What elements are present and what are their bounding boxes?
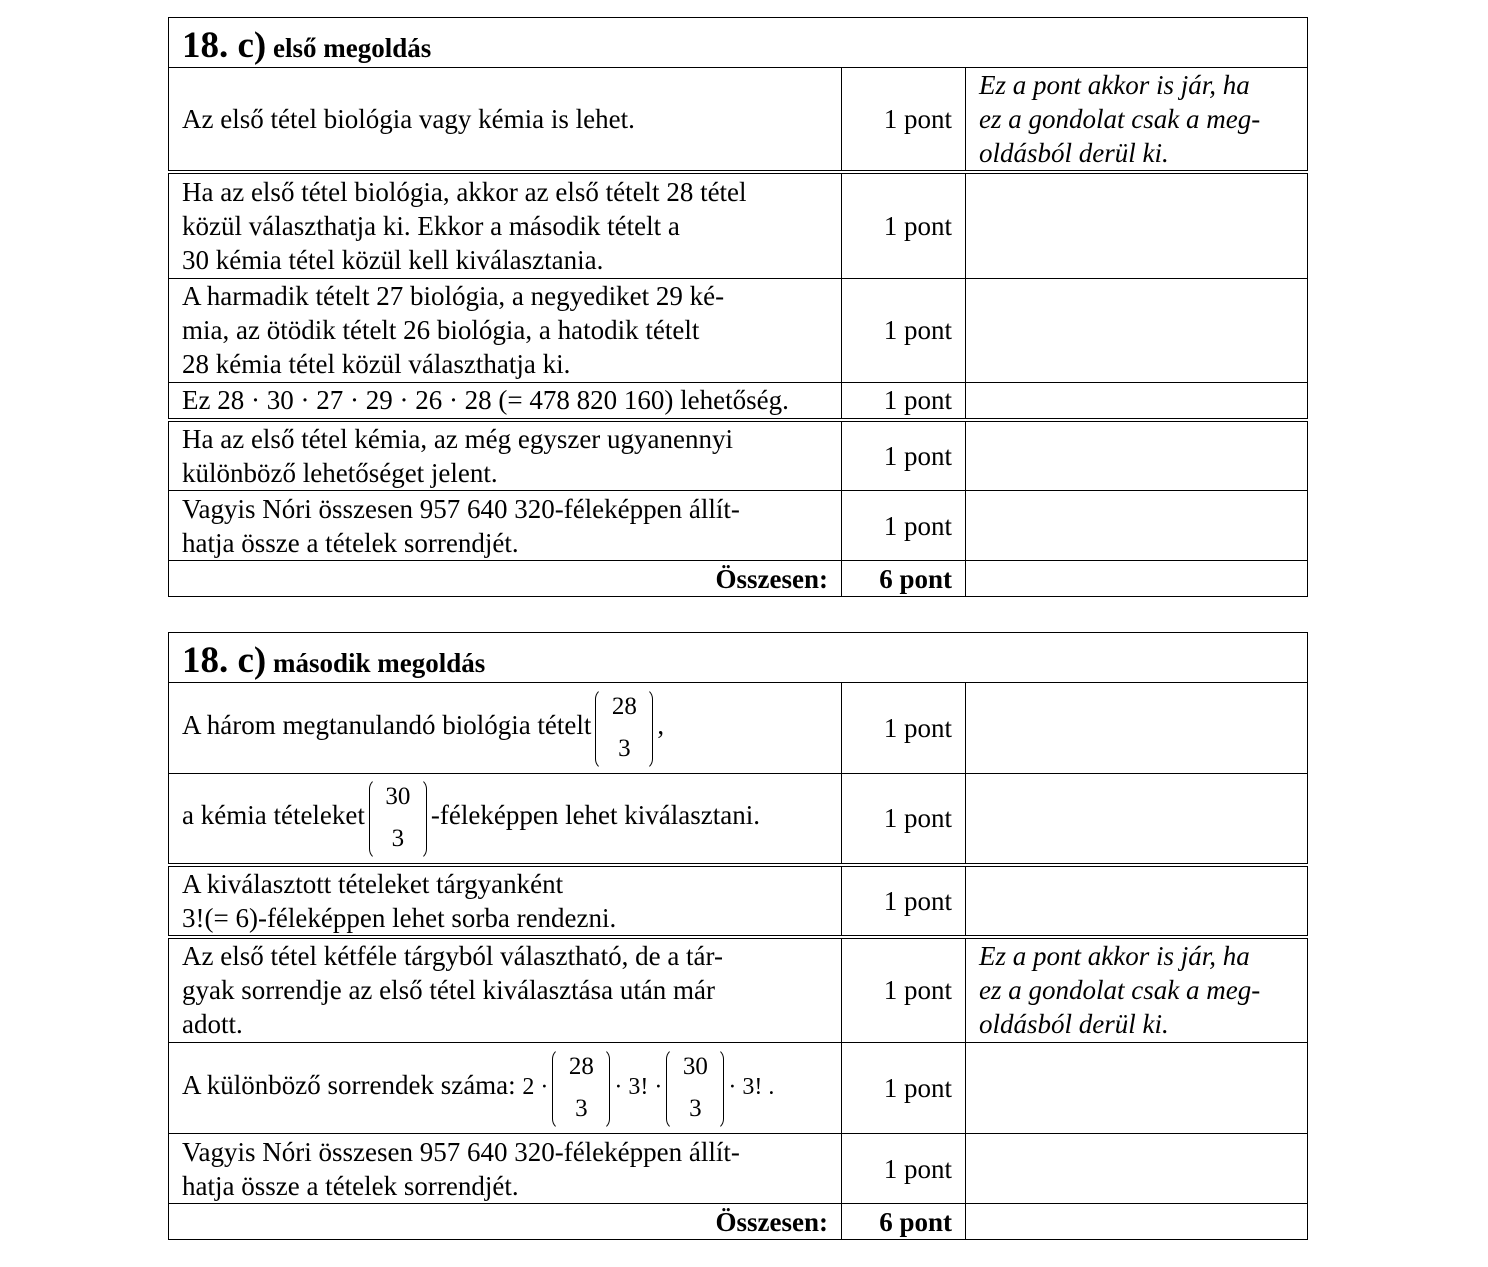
table-heading bbox=[169, 18, 1308, 68]
note-line: ez a gondolat csak a meg- bbox=[979, 975, 1261, 1006]
table-row bbox=[169, 865, 1308, 937]
step-text bbox=[169, 278, 842, 382]
step-note bbox=[966, 278, 1308, 382]
note-line: ez a gondolat csak a meg- bbox=[979, 104, 1261, 134]
text-line: mia, az ötödik tételt 26 biológia, a hatodik tételt bbox=[182, 315, 700, 345]
step-text bbox=[169, 774, 842, 865]
step-note bbox=[966, 774, 1308, 865]
table-row bbox=[169, 172, 1308, 278]
total-row bbox=[169, 561, 1308, 597]
step-points: 1 pont bbox=[842, 491, 966, 561]
step-text bbox=[169, 172, 842, 278]
total-note bbox=[966, 1204, 1308, 1240]
step-note bbox=[966, 1134, 1308, 1204]
step-note bbox=[966, 683, 1308, 774]
table-header-row bbox=[169, 633, 1308, 683]
table-row bbox=[169, 774, 1308, 865]
step-text bbox=[169, 865, 842, 937]
step-points: 1 pont bbox=[842, 382, 966, 420]
table-row bbox=[169, 937, 1308, 1043]
binom-top: 30 bbox=[682, 1053, 708, 1080]
step-points: 1 pont bbox=[842, 68, 966, 173]
step-note bbox=[966, 937, 1308, 1043]
binom-bottom: 3 bbox=[575, 1095, 588, 1122]
step-note bbox=[966, 1043, 1308, 1134]
right-paren bbox=[642, 688, 653, 770]
text-line: hatja össze a tételek sorrendjét. bbox=[182, 1170, 519, 1201]
binomial-coefficient bbox=[369, 778, 427, 858]
note-line: Ez a pont akkor is jár, ha bbox=[979, 941, 1250, 972]
step-text bbox=[169, 1134, 842, 1204]
text-line: különböző lehetőséget jelent. bbox=[182, 458, 498, 488]
total-label: Összesen: bbox=[169, 561, 842, 597]
grading-table-second-solution bbox=[168, 632, 1308, 1240]
table-header-row bbox=[169, 18, 1308, 68]
text-segment: -féleképpen lehet kiválasztani. bbox=[430, 800, 760, 831]
step-text: Az első tétel biológia vagy kémia is lehet. bbox=[169, 68, 842, 173]
binomial-coefficient bbox=[552, 1048, 610, 1128]
step-text bbox=[169, 683, 842, 774]
text-line: A kiválasztott tételeket tárgyanként bbox=[182, 868, 564, 899]
step-note bbox=[966, 420, 1308, 491]
text-line: Ha az első tétel biológia, akkor az első tételt 28 tétel bbox=[182, 176, 747, 207]
note-line: Ez a pont akkor is jár, ha bbox=[979, 70, 1250, 100]
binom-bottom: 3 bbox=[618, 735, 631, 762]
step-note bbox=[966, 865, 1308, 937]
binom-bottom: 3 bbox=[391, 825, 405, 853]
right-paren bbox=[599, 1048, 610, 1130]
step-text: Ez 28 · 30 · 27 · 29 · 26 · 28 (= 478 820 160) lehetőség. bbox=[169, 382, 842, 420]
table-row bbox=[169, 1134, 1308, 1204]
step-text bbox=[169, 1043, 842, 1134]
step-note bbox=[966, 172, 1308, 278]
step-points: 1 pont bbox=[842, 683, 966, 774]
step-note bbox=[966, 382, 1308, 420]
step-points: 1 pont bbox=[842, 278, 966, 382]
text-line: 30 kémia tétel közül kell kiválasztania. bbox=[182, 244, 604, 275]
step-text bbox=[169, 491, 842, 561]
note-line: oldásból derül ki. bbox=[979, 138, 1169, 168]
step-text bbox=[169, 420, 842, 491]
text-line: 3!(= 6)-féleképpen lehet sorba rendezni. bbox=[182, 902, 617, 933]
table-row bbox=[169, 683, 1308, 774]
total-row bbox=[169, 1204, 1308, 1240]
right-paren bbox=[713, 1048, 724, 1130]
binomial-coefficient bbox=[666, 1048, 724, 1128]
text-segment: , bbox=[657, 710, 665, 741]
binom-top: 28 bbox=[568, 1053, 594, 1080]
text-line: adott. bbox=[182, 1009, 243, 1040]
text-line: közül választhatja ki. Ekkor a második tételt a bbox=[182, 210, 680, 241]
step-text bbox=[169, 937, 842, 1043]
text-line: Vagyis Nóri összesen 957 640 320-féleképpen állít- bbox=[182, 493, 740, 524]
step-points: 1 pont bbox=[842, 1043, 966, 1134]
table-row bbox=[169, 382, 1308, 420]
step-points: 1 pont bbox=[842, 937, 966, 1043]
binom-bottom: 3 bbox=[689, 1095, 702, 1122]
total-points: 6 pont bbox=[842, 1204, 966, 1240]
table-row bbox=[169, 1043, 1308, 1134]
table-row bbox=[169, 68, 1308, 173]
text-line: A harmadik tételt 27 biológia, a negyediket 29 ké- bbox=[182, 281, 725, 311]
math-factor: 2 · bbox=[522, 1074, 549, 1101]
step-note bbox=[966, 491, 1308, 561]
note-line: oldásból derül ki. bbox=[979, 1009, 1169, 1040]
text-line: 28 kémia tétel közül választhatja ki. bbox=[182, 349, 571, 379]
step-points: 1 pont bbox=[842, 1134, 966, 1204]
total-label: Összesen: bbox=[169, 1204, 842, 1240]
text-line: Vagyis Nóri összesen 957 640 320-féleképpen állít- bbox=[182, 1136, 740, 1167]
problem-number: 18. c) bbox=[182, 25, 267, 66]
text-line: gyak sorrendje az első tétel kiválasztása után már bbox=[182, 975, 716, 1006]
text-segment: A három megtanulandó biológia tételt bbox=[182, 710, 592, 741]
step-points: 1 pont bbox=[842, 774, 966, 865]
step-points: 1 pont bbox=[842, 420, 966, 491]
binomial-coefficient bbox=[595, 688, 653, 768]
text-line: Ha az első tétel kémia, az még egyszer ugyanennyi bbox=[182, 424, 734, 454]
right-paren bbox=[416, 778, 427, 860]
text-line: Az első tétel kétféle tárgyból választható, de a tár- bbox=[182, 941, 723, 972]
solution-title: második megoldás bbox=[273, 648, 486, 678]
step-note bbox=[966, 68, 1308, 173]
step-points: 1 pont bbox=[842, 865, 966, 937]
grading-table-first-solution bbox=[168, 17, 1308, 597]
binom-top: 28 bbox=[611, 693, 637, 720]
problem-number: 18. c) bbox=[182, 640, 267, 681]
solution-title: első megoldás bbox=[273, 33, 432, 63]
table-heading bbox=[169, 633, 1308, 683]
table-row bbox=[169, 491, 1308, 561]
math-factor: · 3! . bbox=[728, 1074, 775, 1101]
text-segment: A különböző sorrendek száma: bbox=[182, 1070, 516, 1101]
math-factor: · 3! · bbox=[614, 1074, 663, 1101]
text-line: hatja össze a tételek sorrendjét. bbox=[182, 527, 519, 558]
table-row bbox=[169, 420, 1308, 491]
binom-top: 30 bbox=[385, 783, 411, 811]
table-row bbox=[169, 278, 1308, 382]
total-points: 6 pont bbox=[842, 561, 966, 597]
text-segment: a kémia tételeket bbox=[182, 800, 365, 831]
total-note bbox=[966, 561, 1308, 597]
step-points: 1 pont bbox=[842, 172, 966, 278]
